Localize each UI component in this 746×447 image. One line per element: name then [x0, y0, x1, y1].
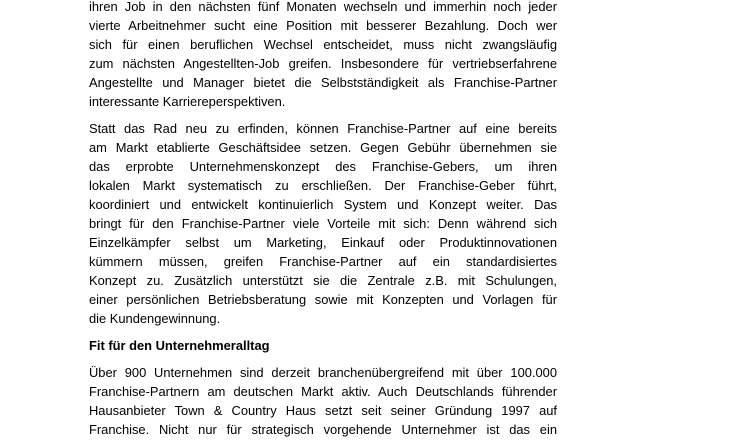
text-line: das erprobte Unternehmenskonzept des Franchise-Gebers, um ihren: [89, 159, 557, 174]
section-heading: Fit für den Unternehmeralltag: [89, 338, 270, 353]
text-line: kümmern müssen, greifen Franchise-Partner auf ein standardisiertes: [89, 254, 557, 269]
text-line: einer persönlichen Betriebsberatung sowie mit Konzepten und Vorlagen für: [89, 292, 557, 307]
text-line: Statt das Rad neu zu erfinden, können Franchise-Partner auf eine bereits: [89, 121, 557, 136]
text-line: Angestellte und Manager bietet die Selbstständigkeit als Franchise-Partner: [89, 75, 557, 90]
text-column: [89, 0, 557, 447]
text-line: am Markt etablierte Geschäftsidee setzen. Gegen Gebühr übernehmen sie: [89, 140, 557, 155]
text-line: Über 900 Unternehmen sind derzeit branchenübergreifend mit über 100.000: [89, 365, 557, 380]
text-line: sich für einen beruflichen Wechsel entscheidet, muss nicht zwangsläufig: [89, 37, 557, 52]
text-line: Franchise-Partnern am deutschen Markt aktiv. Auch Deutschlands führender: [89, 384, 557, 399]
text-line: interessante Karriereperspektiven.: [89, 94, 286, 109]
text-line: die Kundengewinnung.: [89, 311, 221, 326]
text-line: Hausanbieter Town & Country Haus setzt seit seiner Gründung 1997 auf: [89, 403, 557, 418]
text-line: bringt für den Franchise-Partner viele Vorteile mit sich: Denn während sich: [89, 216, 557, 231]
text-line: Franchise. Nicht nur für strategisch vorgehende Unternehmer ist das ein: [89, 422, 557, 437]
text-line: lokalen Markt systematisch zu erschließen. Der Franchise-Geber führt,: [89, 178, 557, 193]
paragraph-franchise-market: [89, 363, 557, 439]
text-line: koordiniert und entwickelt kontinuierlich System und Konzept weiter. Das: [89, 197, 557, 212]
text-line: Einzelkämpfer selbst um Marketing, Einkauf oder Produktinnovationen: [89, 235, 557, 250]
text-line: Konzept zu. Zusätzlich unterstützt sie die Zentrale z.B. mit Schulungen,: [89, 273, 557, 288]
text-line: vierte Arbeitnehmer sucht eine Position mit besserer Bezahlung. Doch wer: [89, 18, 557, 33]
paragraph-job-change: [89, 0, 557, 111]
paragraph-franchise-concept: [89, 119, 557, 328]
text-line: ihren Job in den nächsten fünf Monaten wechseln und immerhin noch jeder: [89, 0, 557, 14]
text-line: zum nächsten Angestellten-Job greifen. Insbesondere für vertriebserfahrene: [89, 56, 557, 71]
